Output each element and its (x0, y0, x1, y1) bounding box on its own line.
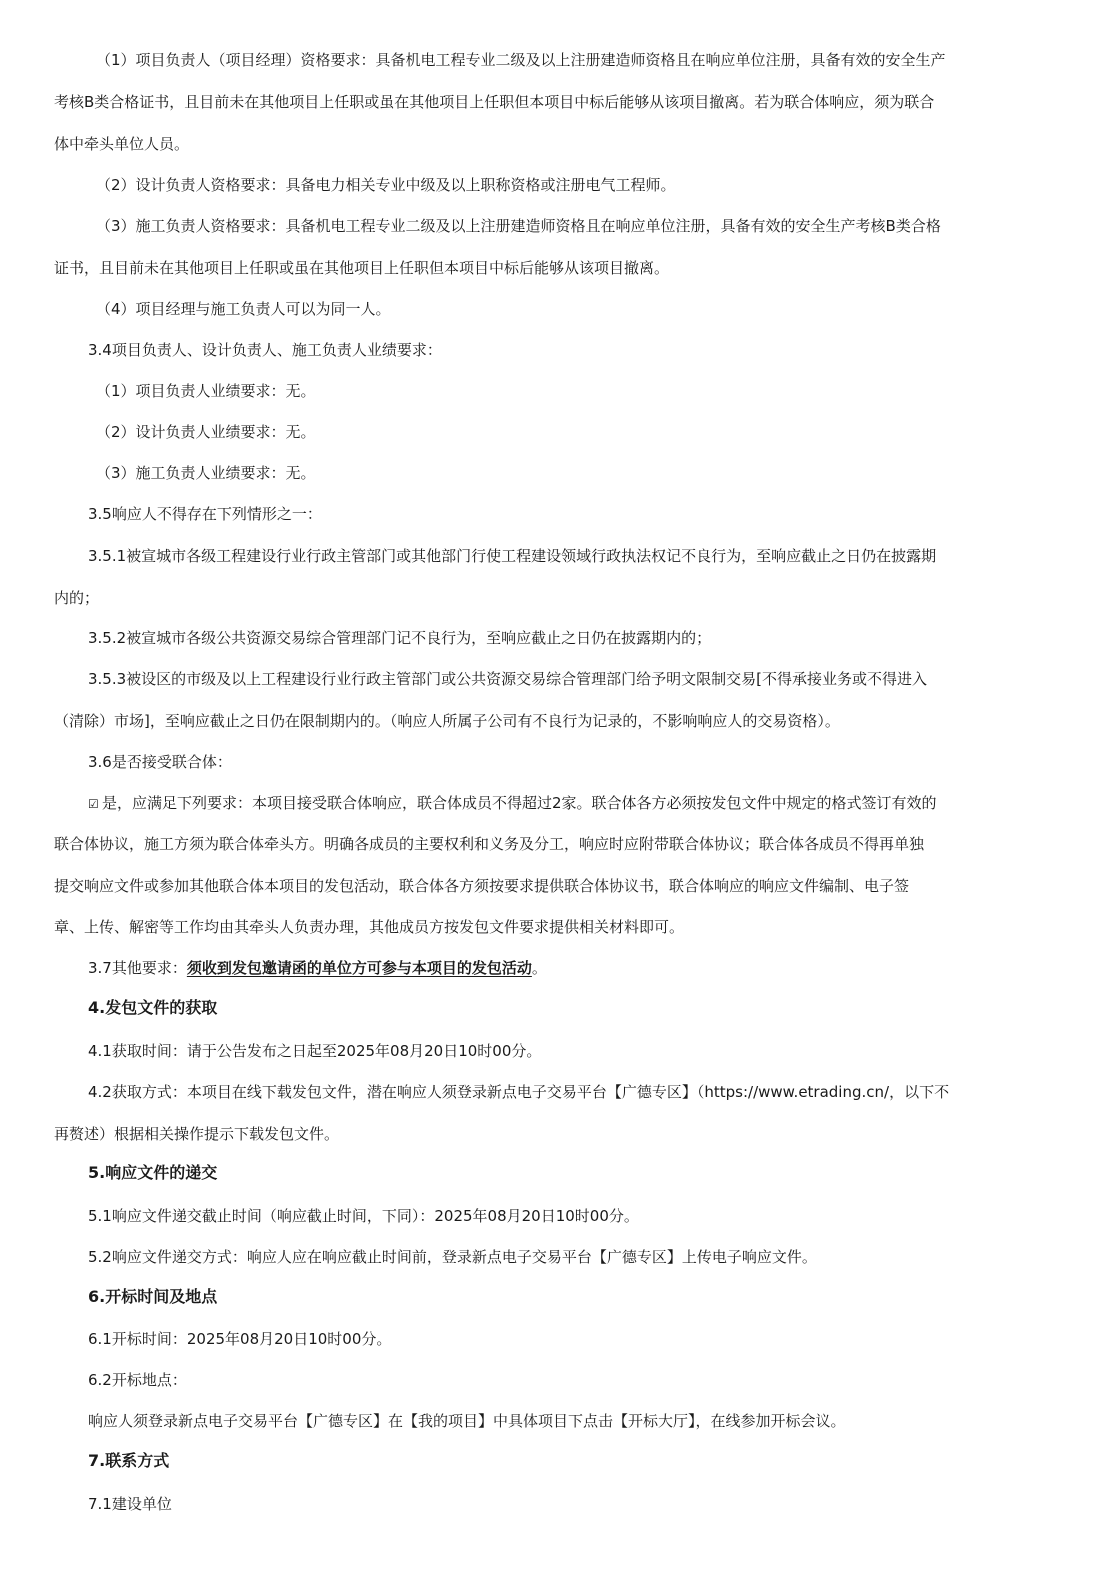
para-7-1: 7.1建设单位 (88, 1495, 172, 1513)
para-3-4-1: （1）项目负责人业绩要求：无。 (96, 382, 316, 400)
para-4-1: 4.1获取时间：请于公告发布之日起至2025年08月20日10时00分。 (88, 1042, 542, 1060)
para-3-6-yes-line-2: 联合体协议，施工方须为联合体牵头方。明确各成员的主要权利和义务及分工，响应时应附带联合体协议；联合体各成员不得再单独 (54, 835, 925, 853)
para-3-3-4: （4）项目经理与施工负责人可以为同一人。 (96, 300, 391, 318)
para-3-7-label: 3.7其他要求： (88, 959, 187, 977)
para-4-2-line-1: 4.2获取方式：本项目在线下载发包文件，潜在响应人须登录新点电子交易平台【广德专区】（https://www.etrading.cn/，以下不 (88, 1083, 950, 1101)
para-3-5-1-line-1: 3.5.1被宣城市各级工程建设行业行政主管部门或其他部门行使工程建设领域行政执法权记不良行为，至响应截止之日仍在披露期 (88, 547, 937, 565)
para-3-7-underlined-text: 须收到发包邀请函的单位方可参与本项目的发包活动 (186, 959, 532, 977)
para-3-7-period: 。 (531, 959, 547, 977)
para-3-5-3-line-1: 3.5.3被设区的市级及以上工程建设行业行政主管部门或公共资源交易综合管理部门给予明文限制交易[不得承接业务或不得进入 (88, 670, 928, 688)
para-3-5-1-line-2: 内的； (54, 589, 100, 607)
para-3-4: 3.4项目负责人、设计负责人、施工负责人业绩要求： (88, 341, 442, 359)
checked-box-icon: ☑ (88, 797, 99, 811)
para-3-3-2: （2）设计负责人资格要求：具备电力相关专业中级及以上职称资格或注册电气工程师。 (96, 176, 676, 194)
para-6-2: 6.2开标地点： (88, 1371, 187, 1389)
para-3-3-1-line-3: 体中牵头单位人员。 (54, 135, 190, 153)
para-3-6-yes-line-1 (88, 793, 937, 814)
para-3-3-1-line-2: 考核B类合格证书，且目前未在其他项目上任职或虽在其他项目上任职但本项目中标后能够从该项目撤离。若为联合体响应，须为联合 (54, 93, 935, 111)
para-5-1: 5.1响应文件递交截止时间（响应截止时间，下同）：2025年08月20日10时00分。 (88, 1207, 639, 1225)
para-5-2: 5.2响应文件递交方式：响应人应在响应截止时间前，登录新点电子交易平台【广德专区】上传电子响应文件。 (88, 1248, 817, 1266)
heading-7: 7.联系方式 (88, 1451, 170, 1470)
para-3-3-3-line-2: 证书，且目前未在其他项目上任职或虽在其他项目上任职但本项目中标后能够从该项目撤离。 (54, 259, 670, 277)
para-6-1: 6.1开标时间：2025年08月20日10时00分。 (88, 1330, 392, 1348)
para-3-6-yes-text: 是，应满足下列要求：本项目接受联合体响应，联合体成员不得超过2家。联合体各方必须按发包文件中规定的格式签订有效的 (102, 794, 937, 812)
para-3-4-3: （3）施工负责人业绩要求：无。 (96, 464, 316, 482)
para-6-2-detail: 响应人须登录新点电子交易平台【广德专区】在【我的项目】中具体项目下点击【开标大厅】，在线参加开标会议。 (88, 1412, 846, 1430)
para-3-3-1-line-1: （1）项目负责人（项目经理）资格要求：具备机电工程专业二级及以上注册建造师资格且在响应单位注册，具备有效的安全生产 (96, 51, 946, 69)
para-3-6-yes-line-3: 提交响应文件或参加其他联合体本项目的发包活动，联合体各方须按要求提供联合体协议书，联合体响应的响应文件编制、电子签 (54, 877, 910, 895)
para-3-4-2: （2）设计负责人业绩要求：无。 (96, 423, 316, 441)
para-3-5-2: 3.5.2被宣城市各级公共资源交易综合管理部门记不良行为，至响应截止之日仍在披露期内的； (88, 629, 712, 647)
para-3-7 (88, 958, 547, 978)
para-3-6-yes-line-4: 章、上传、解密等工作均由其牵头人负责办理，其他成员方按发包文件要求提供相关材料即可。 (54, 918, 685, 936)
para-3-5: 3.5响应人不得存在下列情形之一： (88, 505, 322, 523)
heading-6: 6.开标时间及地点 (88, 1287, 218, 1306)
para-4-2-line-2: 再赘述）根据相关操作提示下载发包文件。 (54, 1125, 340, 1143)
heading-4: 4.发包文件的获取 (88, 998, 218, 1017)
para-3-3-3-line-1: （3）施工负责人资格要求：具备机电工程专业二级及以上注册建造师资格且在响应单位注册，具备有效的安全生产考核B类合格 (96, 217, 941, 235)
para-3-5-3-line-2: （清除）市场]，至响应截止之日仍在限制期内的。（响应人所属子公司有不良行为记录的，不影响响应人的交易资格）。 (54, 712, 840, 730)
para-3-6: 3.6是否接受联合体： (88, 753, 232, 771)
heading-5: 5.响应文件的递交 (88, 1163, 218, 1182)
